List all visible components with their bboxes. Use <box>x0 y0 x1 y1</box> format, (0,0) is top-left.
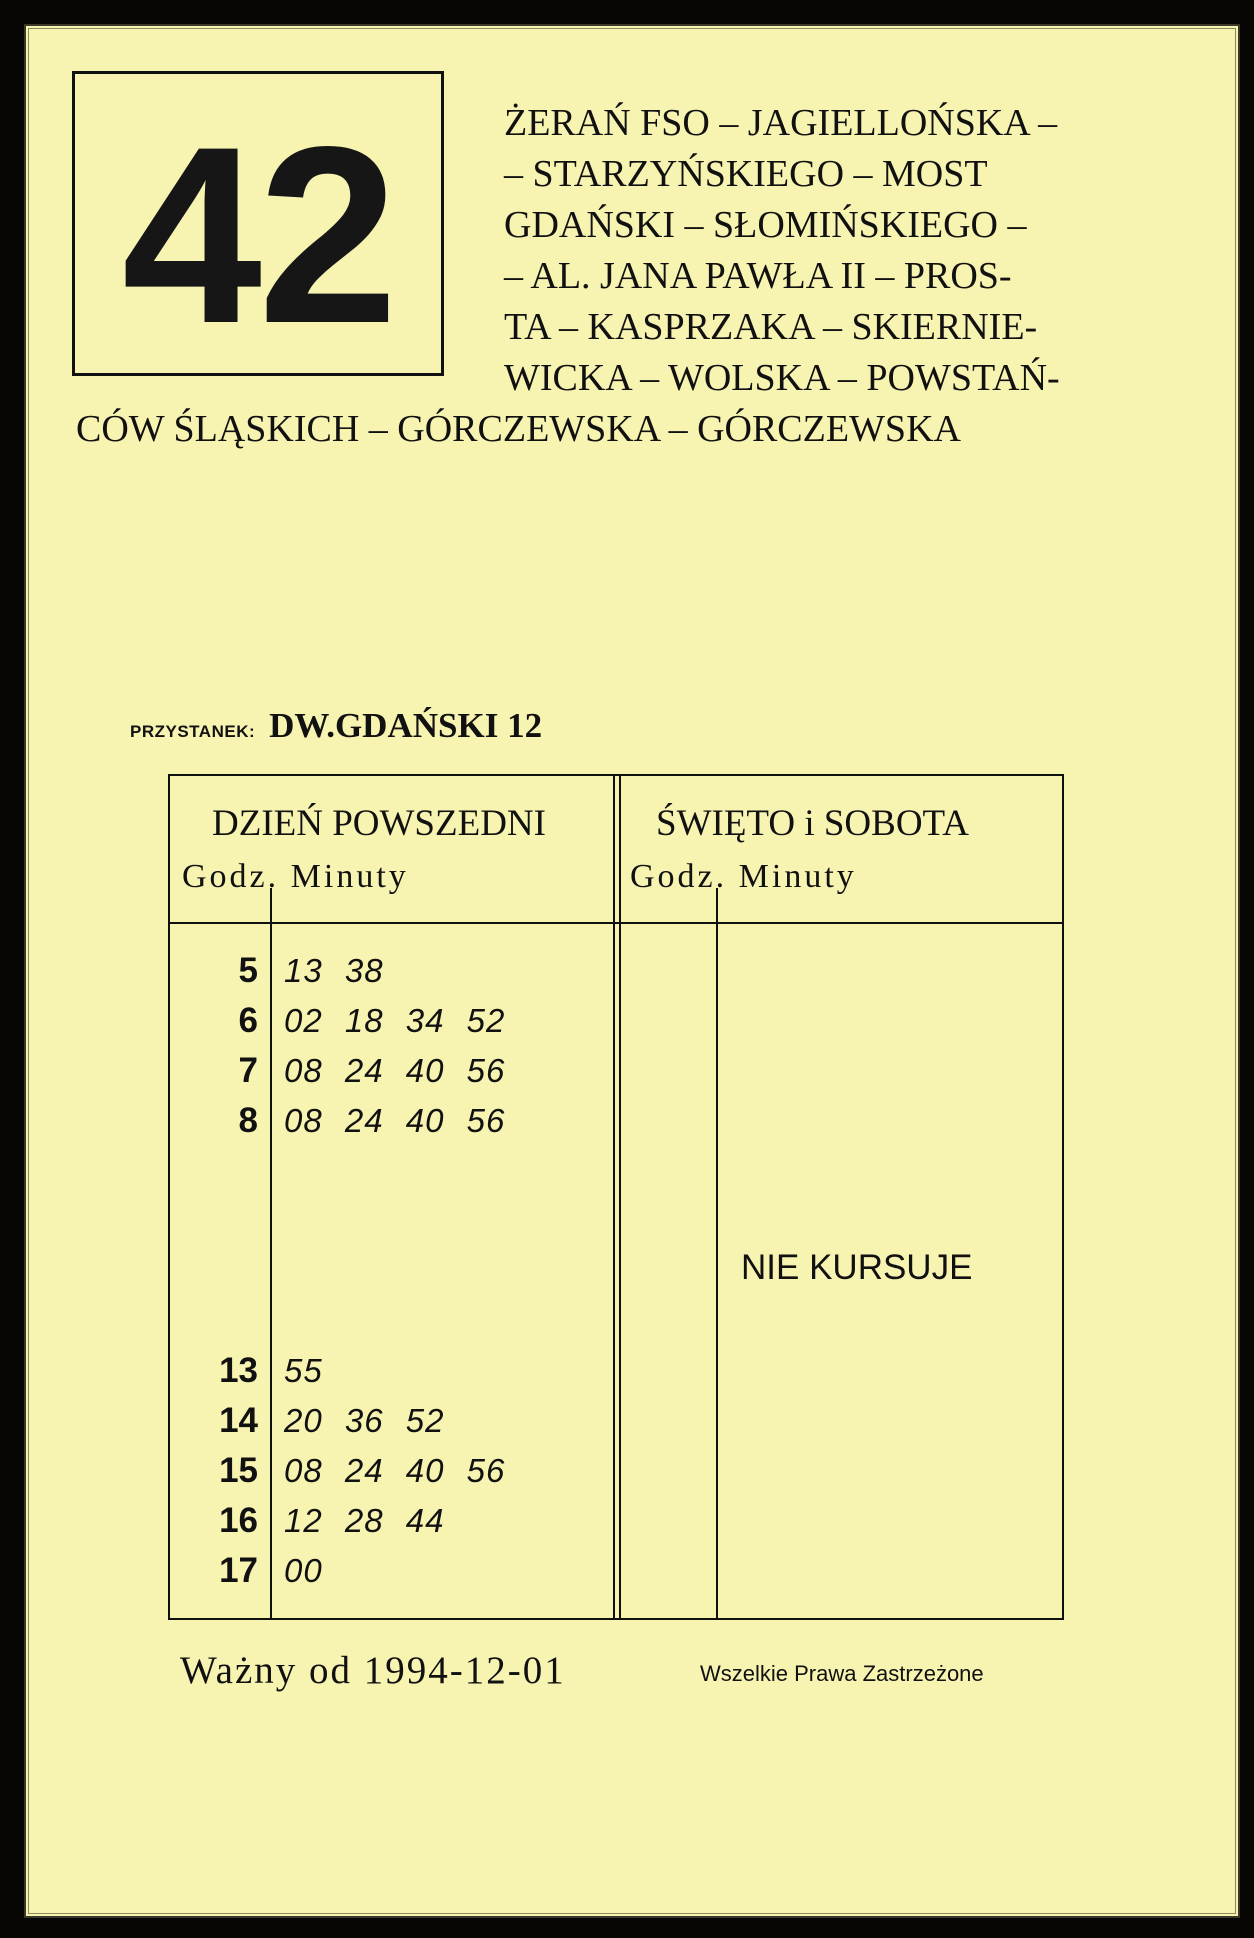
route-line-2: – STARZYŃSKIEGO – MOST <box>504 153 988 195</box>
holiday-note: NIE KURSUJE <box>741 1248 973 1287</box>
hour-cell: 16 <box>219 1501 258 1540</box>
hour-cell: 17 <box>219 1551 258 1590</box>
hour-cell: 13 <box>219 1351 258 1390</box>
hour-cell: 5 <box>238 951 258 990</box>
timetable-table <box>168 774 1064 1620</box>
weekday-hour-divider <box>270 888 272 1618</box>
weekday-title: DZIEŃ POWSZEDNI <box>212 803 546 844</box>
minutes-cell: 08 24 40 56 <box>284 1052 506 1089</box>
route-line-1: ŻERAŃ FSO – JAGIELLOŃSKA – <box>504 102 1058 144</box>
holiday-subheader: Godz. Minuty <box>630 858 857 895</box>
holiday-title: ŚWIĘTO i SOBOTA <box>656 803 969 844</box>
hour-cell: 14 <box>219 1401 258 1440</box>
stop-label: PRZYSTANEK: <box>130 722 256 741</box>
minutes-cell: 00 <box>284 1552 323 1589</box>
hour-cell: 8 <box>238 1101 258 1140</box>
route-number-box <box>72 71 444 376</box>
column-divider <box>613 776 621 1618</box>
stop-name: DW.GDAŃSKI 12 <box>269 706 543 745</box>
route-number: 42 <box>121 95 395 376</box>
minutes-cell: 20 36 52 <box>284 1402 445 1439</box>
hour-cell: 7 <box>238 1051 258 1090</box>
minutes-cell: 08 24 40 56 <box>284 1452 506 1489</box>
minutes-cell: 55 <box>284 1352 323 1389</box>
hour-cell: 15 <box>219 1451 258 1490</box>
minutes-cell: 08 24 40 56 <box>284 1102 506 1139</box>
header-divider <box>170 922 1062 924</box>
weekday-subheader: Godz. Minuty <box>182 858 409 895</box>
minutes-cell: 02 18 34 52 <box>284 1002 506 1039</box>
valid-from: Ważny od 1994-12-01 <box>180 1649 566 1692</box>
minutes-cell: 13 38 <box>284 952 384 989</box>
route-line-5: TA – KASPRZAKA – SKIERNIE- <box>504 306 1038 348</box>
route-line-7: CÓW ŚLĄSKICH – GÓRCZEWSKA – GÓRCZEWSKA <box>76 408 961 450</box>
route-line-3: GDAŃSKI – SŁOMIŃSKIEGO – <box>504 204 1027 246</box>
holiday-hour-divider <box>716 888 718 1618</box>
route-line-4: – AL. JANA PAWŁA II – PROS- <box>504 255 1012 297</box>
minutes-cell: 12 28 44 <box>284 1502 445 1539</box>
rights-notice: Wszelkie Prawa Zastrzeżone <box>700 1661 984 1686</box>
stop-info <box>130 706 542 746</box>
route-line-6: WICKA – WOLSKA – POWSTAŃ- <box>504 357 1060 399</box>
hour-cell: 6 <box>238 1001 258 1040</box>
